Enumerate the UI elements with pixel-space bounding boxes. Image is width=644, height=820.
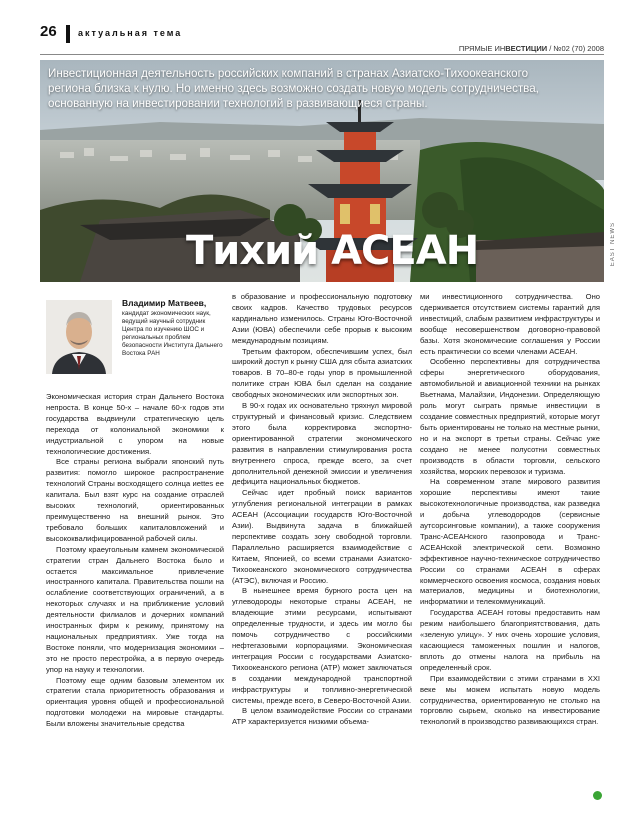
magazine-bold: ВЕСТИЦИИ <box>505 44 548 53</box>
paragraph: На современном этапе мирового развития хорошие перспективы имеют такие высокотехнологичные производства, как разведка и добыча углеводородов (сервисные аутсорсинговые компании), а также сооружения Транс-АСЕАНского газопровода и Транс-АСЕАНской электрической сети. Возможно эффективное научно-техническое сотрудничество России со странами АСЕАН в сферах коммерческого освоения космоса, создания новых материалов, медицины и биотехнологии, информатики и телекоммуникаций. <box>420 477 600 607</box>
issue-number: / №02 (70) 2008 <box>547 44 604 53</box>
paragraph: ми инвестиционного сотрудничества. Оно сдерживается отсутствием системы гарантий для инвестиций, слабым развитием инфраструктуры и вообще несовершенством договорно-правовой базы. Хотя экономические соглашения у России есть практически со всеми членами АСЕАН. <box>420 292 600 356</box>
paragraph: Третьим фактором, обеспечившим успех, был широкий доступ к рынку США для сбыта азиатских товаров. В 70–80-е годы упор в промышленной политике стран ЮВА был сделан на создание свободных экономических или экспортных зон. <box>232 346 412 400</box>
paragraph: Поэтому еще одним базовым элементом их стратегии стала приоритетность образования и ориентация уровня общей и профессиональной подготовки молодежи на мировые стандарты. Были вложены значительные средства <box>46 675 224 729</box>
paragraph: При взаимодействии с этими странами в XXI веке мы можем испытать новую модель сотрудничества, ориентированную не столько на торговлю сырьем, сколько на инвестирование технологий в производство развивающихся стран. <box>420 673 600 727</box>
hero-photo <box>40 60 604 282</box>
paragraph: Все страны региона выбрали японский путь развития: помогло широкое распространение технологий Страны восходящего солнца иettes ее капитала. Был взят курс на создание отраслей высоких технологий, ориентированных преимущественно на внешний рынок. Это требовало больших капиталовложений и высококвалифицированной рабочей силы. <box>46 457 224 543</box>
lede-text: Инвестиционная деятельность российских компаний в странах Азиатско-Тихоокеанского региона близка к нулю. Но именно здесь возможно создать новую модель сотрудничества, основанную на инвестировании технологий в развивающиеся страны. <box>48 67 539 110</box>
end-of-article-icon <box>593 791 602 800</box>
paragraph: Поэтому краеугольным камнем экономической стратегии стран Дальнего Востока было и остается максимальное привлечение иностранного капитала. Правительства пошли на ослабление соответствующих ограничений, а в некоторых случаях и на приближение условий деятельности филиалов и дочерних компаний иностранных фирм к режиму, принятому на национальных предприятиях. Уже тогда на Востоке поняли, что модернизация экономики – это не просто перестройка, а в первую очередь упор на науку и технологии. <box>46 544 224 674</box>
paragraph: Особенно перспективны для сотрудничества сферы энергетического оборудования, автомобильной и авиационной техники на рынках Вьетнама, Малайзии, Индонезии. Определяющую роль могут сыграть прямые инвестиции в создание совместных предприятий, которые могут быть ориентированы не только на местные рынки, но и на экспорт в третьи страны. Сейчас уже создано не менее полусотни совместных производств в области торговли, сельского хозяйства, морских перевозок и туризма. <box>420 357 600 476</box>
author-box <box>46 296 224 378</box>
article-column-1 <box>46 392 224 730</box>
paragraph: В целом взаимодействие России со странами АТР характеризуется низкими объема- <box>232 706 412 727</box>
article-column-3 <box>420 292 600 728</box>
paragraph: в образование и профессиональную подготовку своих кадров. Качество трудовых ресурсов кардинально изменилось. Страны Юго-Восточной Азии (ЮВА) обеспечили себе прорыв к высоким международным позициям. <box>232 292 412 345</box>
paragraph: Государства АСЕАН готовы предоставить нам режим наибольшего благоприятствования, дать «зеленую улицу». У них очень хорошие условия, касающиеся таможенных пошлин и налогов, вплоть до отмены налога на прибыль на определенный срок. <box>420 608 600 672</box>
author-portrait <box>46 300 112 374</box>
author-photo <box>46 300 112 374</box>
paragraph: В нынешнее время бурного роста цен на углеводороды некоторые страны АСЕАН, не владеющие этими ресурсами, испытывают определенные трудности, и здесь им могло бы помочь сотрудничество с российскими нефтегазовыми корпорациями. Экономическая интеграция России с государствами Азиатско-Тихоокеанского региона (АТР) может заключаться в создании международной транспортной инфраструктуры и топливно-энергетической системы, прежде всего, в Северо-Восточной Азии. <box>232 586 412 705</box>
page-number: 26 <box>40 23 57 40</box>
author-name: Владимир Матвеев, <box>122 298 207 308</box>
paragraph: Сейчас идет пробный поиск вариантов углубления региональной интеграции в рамках АСЕАН (Ассоциации государств Юго-Восточной Азии). Выдвинута задача в ближайшей перспективе создать зону свободной торговли. Параллельно расширяется взаимодействие с Китаем, Японией, со всеми странами Азиатско-Тихоокеанского экономического сотрудничества (АТЭС), включая и Россию. <box>232 488 412 585</box>
paragraph: В 90-х годах их основательно тряхнул мировой структурный и финансовый кризис. Следствием этого была корректировка экспортно-ориентированной стратегии экономического развития в направлении стимулирования роста внутреннего спроса, прежде всего, за счет дополнительной денежной эмиссии и увеличения дефицита национальных бюджетов. <box>232 401 412 487</box>
header-bar <box>66 25 70 43</box>
issue-line <box>459 44 604 53</box>
section-label: актуальная тема <box>78 28 183 38</box>
header-rule <box>40 54 604 55</box>
author-bio: кандидат экономических наук, ведущий научный сотрудник Центра по изучению ШОС и региональных проблем безопасности Института Дальнего Востока РАН <box>122 310 223 357</box>
photo-credit: EAST NEWS <box>610 222 616 267</box>
article-title: Тихий АСЕАН <box>186 228 479 274</box>
paragraph: Экономическая история стран Дальнего Востока непроста. В конце 50-х – начале 60-х годов эти государства выдвинули стратегическую цель перехода от колониальной экономики к индустриальной с упором на новые технологические достижения. <box>46 392 224 456</box>
magazine-prefix: ПРЯМЫЕ ИН <box>458 44 506 53</box>
article-column-2 <box>232 292 412 728</box>
